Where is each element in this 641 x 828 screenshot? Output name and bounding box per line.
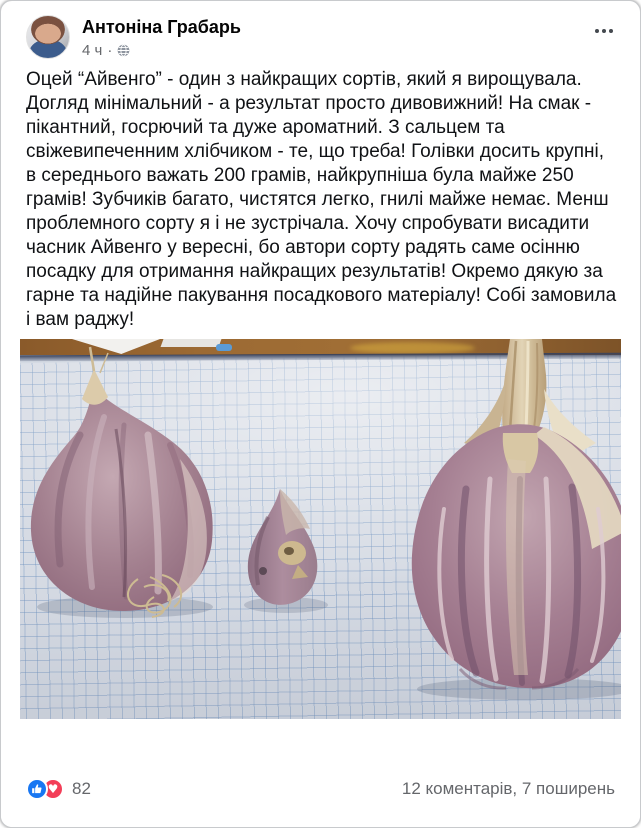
reaction-count[interactable]: 82 [72,779,91,798]
author-name[interactable]: Антоніна Грабарь [82,17,241,37]
garlic-right-bulb [412,339,621,700]
header-info [82,15,587,59]
thumbs-up-icon[interactable] [26,778,48,800]
post-footer [1,757,640,827]
meta-separator: · [107,42,113,59]
post-timestamp[interactable]: 4 ч [82,42,103,59]
post-text: Оцей “Айвенго” - один з найкращих сортів, який я вирощувала. Догляд мінімальний - а результат просто дивовижний! На смак - пікантний, госрючий та дуже ароматний. З сальцем та свіжевипеченним хлібчиком - те, що треба! Голівки досить крупні, в середнього важать 200 грамів, найкрупніша була майже 250 грамів! Зубчиків багато, чистятся легко, гнилі майже немає. Менш проблемного сорту я і не зустрічала. Хочу спробувати висадити часник Айвенго у вересні, бо автори сорту радять саме осінню посадку для отримання найкращих результатів! Окремо дякую за гарне та надійне пакування посадкового матеріалу! Собі замовила і вам раджу! [26,69,617,330]
more-options-button[interactable] [587,15,615,41]
garlic-bulbs-illustration [20,339,621,719]
post-photo[interactable] [20,339,621,719]
garlic-left-bulb [31,347,213,618]
ellipsis-menu-icon [595,29,599,33]
post-header [1,1,640,59]
author-avatar[interactable] [26,15,70,59]
engagement-summary[interactable]: 12 коментарів, 7 поширень [401,779,615,798]
heart-icon[interactable]: ♥ [42,778,64,800]
reactions-summary[interactable] [26,778,91,800]
globe-public-icon [117,44,130,57]
post-meta [82,42,587,59]
garlic-small-clove [244,489,328,613]
